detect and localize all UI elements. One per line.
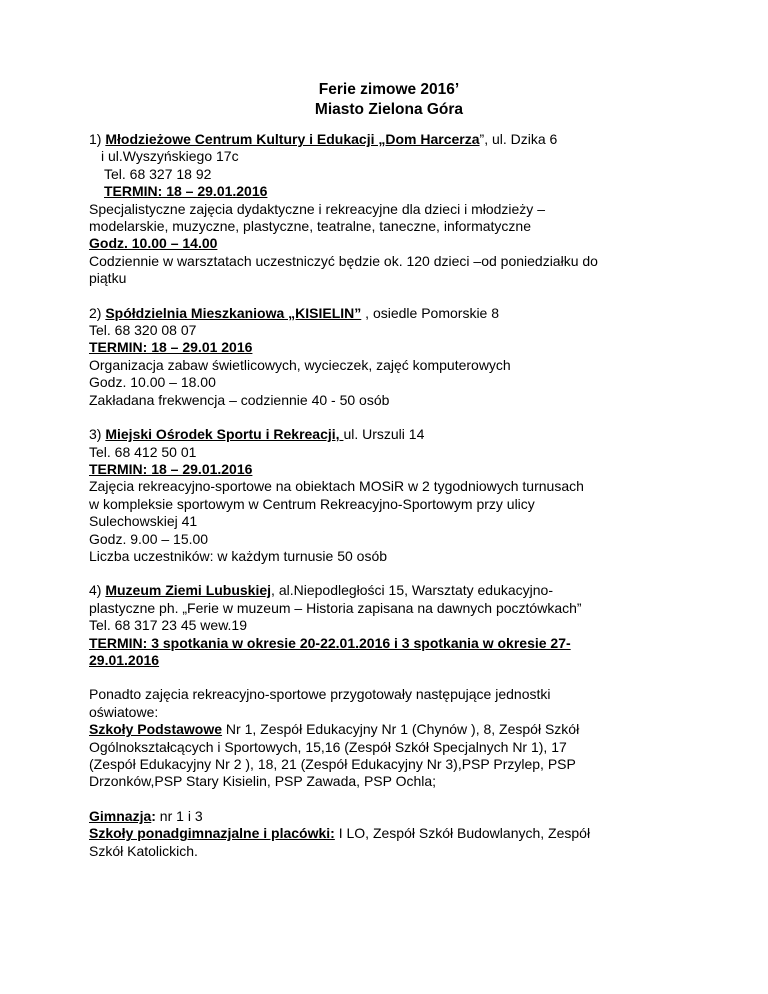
gymnasium-label: Gimnazja xyxy=(89,807,152,824)
section-3 xyxy=(89,426,689,565)
note-line-1: Liczba uczestników: w każdym turnusie 50 osób xyxy=(89,547,388,564)
spacer xyxy=(89,565,689,582)
spacer xyxy=(89,791,689,808)
section-2 xyxy=(89,305,689,409)
institution-address: , al.Niepodległości 15, Warsztaty edukacyjno- xyxy=(271,582,553,599)
institution-name: Miejski Ośrodek Sportu i Rekreacji, xyxy=(105,426,344,443)
gymnasium-colon: : xyxy=(151,807,156,824)
spacer xyxy=(89,409,689,426)
primary-schools-text: Nr 1, Zespół Edukacyjny Nr 1 (Chynów ), 8, Zespół Szkół xyxy=(222,721,580,738)
term: TERMIN: 18 – 29.01.2016 xyxy=(89,460,253,477)
section-4-heading xyxy=(89,582,689,599)
intro-line-2: oświatowe: xyxy=(89,703,159,720)
institution-name: Spółdzielnia Mieszkaniowa „KISIELIN” xyxy=(105,304,362,321)
section-number: 1) xyxy=(89,131,106,147)
description-line-1: Specjalistyczne zajęcia dydaktyczne i rekreacyjne dla dzieci i młodzieży – xyxy=(89,200,545,217)
description-line-2: modelarskie, muzyczne, plastyczne, teatralne, taneczne, informatyczne xyxy=(89,218,531,235)
secondary-schools-line-1 xyxy=(89,825,689,842)
institution-address: , osiedle Pomorskie 8 xyxy=(361,304,500,321)
description-line-2: w kompleksie sportowym w Centrum Rekreacyjno-Sportowym przy ulicy xyxy=(89,495,535,512)
note-line-1: Codziennie w warsztatach uczestniczyć będzie ok. 120 dzieci –od poniedziałku do xyxy=(89,252,598,269)
phone: Tel. 68 412 50 01 xyxy=(89,443,197,460)
note-line-1: Zakładana frekwencja – codziennie 40 - 50 osób xyxy=(89,391,390,408)
institution-address: ul. Urszuli 14 xyxy=(343,426,425,443)
hours: Godz. 10.00 – 18.00 xyxy=(89,374,216,391)
primary-schools-line-4: Drzonków,PSP Stary Kisielin, PSP Zawada, PSP Ochla; xyxy=(89,773,437,790)
primary-schools-line-1 xyxy=(89,721,689,738)
section-4 xyxy=(89,582,689,669)
section-number: 3) xyxy=(89,426,106,443)
title-line-2: Miasto Zielona Góra xyxy=(314,101,464,118)
gymnasium-line xyxy=(89,808,689,825)
document-title xyxy=(89,80,689,120)
description-line-3: Sulechowskiej 41 xyxy=(89,513,198,530)
institution-address: ”, ul. Dzika 6 xyxy=(479,131,558,147)
primary-schools-line-3: (Zespół Edukacyjny Nr 2 ), 18, 21 (Zespół Edukacyjny Nr 3),PSP Przylep, PSP xyxy=(89,756,576,772)
gymnasium-text: nr 1 i 3 xyxy=(155,807,203,824)
term-line-1: TERMIN: 3 spotkania w okresie 20-22.01.2016 i 3 spotkania w okresie 27- xyxy=(89,634,571,651)
description-line-1: Zajęcia rekreacyjno-sportowe na obiektach MOSiR w 2 tygodniowych turnusach xyxy=(89,478,584,495)
section-1-heading xyxy=(89,131,689,148)
phone: Tel. 68 317 23 45 wew.19 xyxy=(89,617,248,634)
primary-schools-line-2: Ogólnokształcących i Sportowych, 15,16 (Zespół Szkół Specjalnych Nr 1), 17 xyxy=(89,738,567,755)
term-line-2: 29.01.2016 xyxy=(89,651,160,668)
term: TERMIN: 18 – 29.01 2016 xyxy=(89,339,253,356)
additional-units xyxy=(89,686,689,860)
section-2-heading xyxy=(89,305,689,322)
institution-name: Muzeum Ziemi Lubuskiej xyxy=(105,582,272,599)
section-1 xyxy=(89,131,689,288)
phone: Tel. 68 320 08 07 xyxy=(89,322,197,339)
title-line-1: Ferie zimowe 2016’ xyxy=(318,81,460,98)
description-line-1: Organizacja zabaw świetlicowych, wycieczek, zajęć komputerowych xyxy=(89,356,511,373)
hours: Godz. 9.00 – 15.00 xyxy=(89,530,209,547)
address-line-2: i ul.Wyszyńskiego 17c xyxy=(101,148,239,165)
hours: Godz. 10.00 – 14.00 xyxy=(89,235,218,252)
note-line-2: piątku xyxy=(89,270,127,287)
institution-name: Młodzieżowe Centrum Kultury i Edukacji „Dom Harcerza xyxy=(105,131,480,147)
secondary-schools-line-2: Szkół Katolickich. xyxy=(89,842,198,859)
spacer xyxy=(89,669,689,686)
document-page xyxy=(89,80,689,860)
intro-line-1: Ponadto zajęcia rekreacyjno-sportowe przygotowały następujące jednostki xyxy=(89,686,551,703)
section-number: 2) xyxy=(89,304,106,321)
phone: Tel. 68 327 18 92 xyxy=(104,165,212,182)
section-number: 4) xyxy=(89,582,106,599)
section-3-heading xyxy=(89,426,689,443)
secondary-schools-text: I LO, Zespół Szkół Budowlanych, Zespół xyxy=(334,825,591,842)
secondary-schools-label: Szkoły ponadgimnazjalne i placówki: xyxy=(89,825,335,842)
primary-schools-label: Szkoły Podstawowe xyxy=(89,721,223,738)
term: TERMIN: 18 – 29.01.2016 xyxy=(104,183,268,200)
heading-line-2: plastyczne ph. „Ferie w muzeum – Historia zapisana na dawnych pocztówkach” xyxy=(89,599,582,616)
spacer xyxy=(89,288,689,305)
